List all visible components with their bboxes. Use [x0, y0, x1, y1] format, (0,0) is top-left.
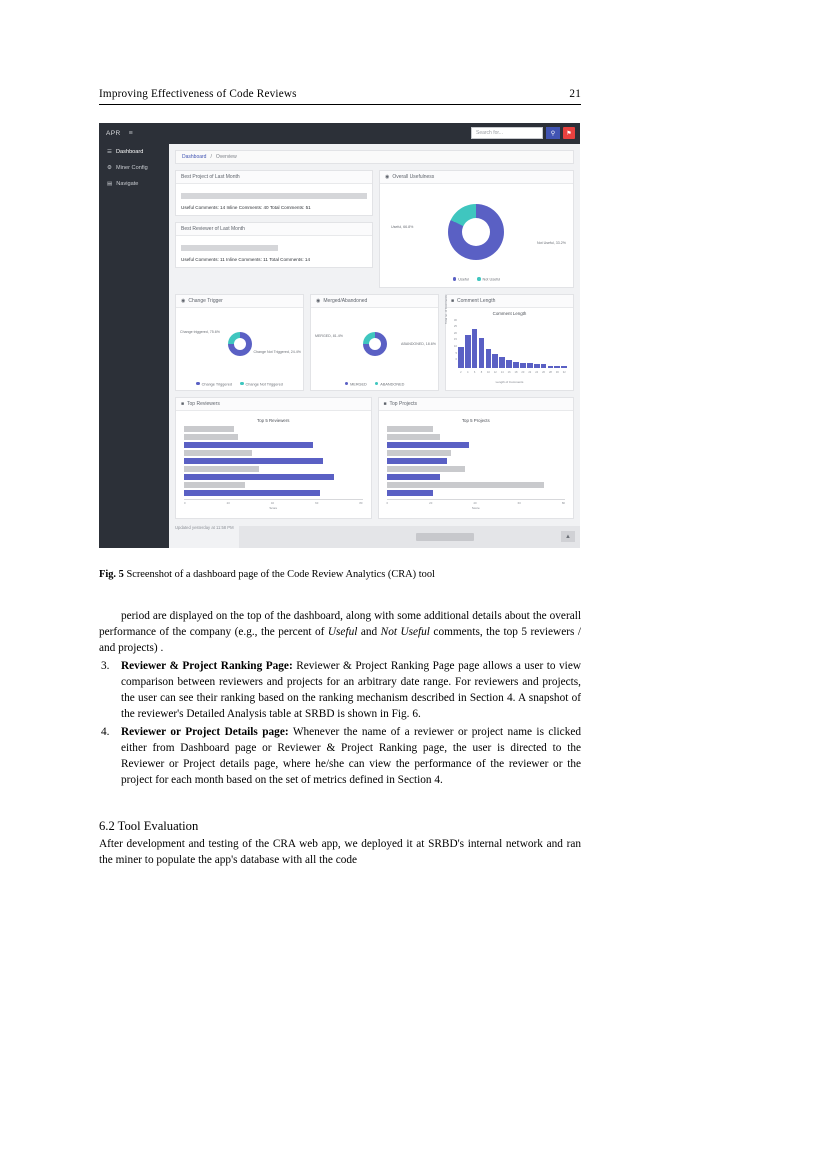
top5-row: [175, 397, 574, 519]
merged-abandoned-legend: [311, 382, 438, 387]
merged-abandoned-donut-chart: [311, 308, 438, 380]
breadcrumb-overview: Overview: [215, 154, 237, 160]
search-input[interactable]: Search for...: [471, 127, 543, 139]
x-axis-ticks: 2 4 6 8 10 12 14 16 18 20 22 24 26 28 30 32: [460, 370, 566, 374]
bottom-bar: [239, 526, 580, 548]
card-title: Top Projects: [389, 401, 418, 407]
sidebar-item-label: Navigate: [116, 181, 139, 187]
card-body: [176, 236, 372, 267]
slice-label-useful: Useful, 66.8%: [390, 225, 414, 229]
metric-useful: Useful Comments: 14: [181, 205, 226, 210]
y-axis-ticks: 30 25 20 15 10 5 0: [453, 317, 457, 362]
section-paragraph: After development and testing of the CRA web app, we deployed it at SRBD's internal network and ran the miner to populate the app's database with all the code: [99, 838, 581, 867]
slice-label-not-triggered: Change Not Triggered, 24.4%: [253, 349, 301, 354]
usefulness-donut-chart: [385, 189, 568, 275]
breadcrumb-dashboard[interactable]: Dashboard: [182, 154, 207, 160]
list-item: [99, 724, 581, 788]
metric-inline: Inline Comments: 40: [226, 205, 269, 210]
legend-abandoned: ABANDONED: [375, 382, 405, 387]
slice-label-abandoned: ABANDONED, 18.6%: [401, 341, 436, 346]
list-item-number: 4.: [101, 726, 110, 739]
sidebar-item-dashboard[interactable]: [99, 144, 169, 160]
metric-useful: Useful Comments: 11: [181, 257, 225, 262]
metric-total: Total Comments: 51: [269, 205, 311, 210]
top-cards-row: [175, 170, 574, 288]
paragraph-continuation: period are displayed on the top of the dashboard, along with some additional details about the overall performance of the company (e.g., the percent of Useful and Not Useful comments, the top 5 reviewers / and projects) .: [99, 610, 582, 655]
mini-cards-row: [175, 294, 574, 392]
top-reviewers-chart: [176, 411, 371, 518]
card-title: Best Reviewer of Last Month: [181, 226, 245, 232]
legend-triggered: Change Triggered: [196, 382, 232, 387]
x-axis-label: Length of Comments: [495, 379, 524, 384]
metric-inline: Inline Comments: 11: [226, 257, 268, 262]
list-item: [99, 658, 581, 722]
card-body: [176, 184, 372, 215]
card-title: Best Project of Last Month: [181, 174, 240, 180]
card-overall-usefulness: [379, 170, 574, 288]
bars: [184, 426, 363, 496]
search-icon[interactable]: ⚲: [546, 127, 560, 139]
card-header: [176, 295, 303, 308]
list-icon: ▤: [107, 181, 113, 187]
y-axis-label: Total no. of Comments: [444, 294, 448, 324]
legend-useful: Useful: [453, 277, 469, 282]
hamburger-icon[interactable]: ≡: [128, 130, 133, 137]
card-top-projects: [378, 397, 575, 519]
app-topbar: [99, 123, 580, 144]
card-title: Overall Usefulness: [392, 174, 435, 180]
topbar-actions: [471, 127, 575, 139]
figure-caption-text: Screenshot of a dashboard page of the Code Review Analytics (CRA) tool: [126, 569, 435, 580]
bars: [458, 324, 567, 368]
donut: [363, 332, 387, 356]
card-top-reviewers: [175, 397, 372, 519]
change-trigger-donut-chart: [176, 308, 303, 380]
slice-label-merged: MERGED, 81.4%: [315, 333, 343, 338]
best-reviewer-metrics: [181, 257, 367, 262]
breadcrumb-separator: /: [210, 154, 212, 160]
chart-title: Top 5 Projects: [461, 418, 490, 423]
chart-icon: ◉: [316, 297, 321, 304]
dashboard-icon: ☰: [107, 149, 113, 155]
page-number: 21: [569, 88, 581, 100]
chart-icon: ■: [181, 401, 185, 407]
x-axis-ticks: 0 20 40 60 80: [184, 500, 363, 505]
card-title: Top Reviewers: [187, 401, 220, 407]
chart-icon: ■: [383, 401, 387, 407]
chart-title: Top 5 Reviewers: [257, 418, 290, 423]
slice-label-triggered: Change triggered, 75.6%: [180, 329, 220, 334]
usefulness-legend: [385, 277, 568, 282]
donut: [228, 332, 252, 356]
card-change-trigger: [175, 294, 304, 392]
list-item-heading: Reviewer or Project Details page:: [121, 726, 289, 739]
card-header: [176, 398, 371, 411]
section-heading: 6.2 Tool Evaluation: [99, 819, 199, 834]
card-header: [311, 295, 438, 308]
list-item-text: Reviewer & Project Ranking Page page allows a user to view comparison between reviewers and projects for an arbitrary date range. For reviewers and projects, the user can see their ranking based on the ranking mechanism described in Section 4. A snapshot of the reviewer's Detailed Analysis table at SRBD is shown in Fig. 6.: [121, 660, 581, 721]
left-cards-column: [175, 170, 373, 288]
list-item-text: Whenever the name of a reviewer or project name is clicked either from Dashboard page or Reviewer & Project Ranking page, the user is directed to the Reviewer or Project details page, where he/she can view the performance of the reviewer or the project for each month based on the set of metrics defined in Section 4.: [121, 726, 582, 787]
card-header: [380, 171, 573, 184]
running-head: [99, 88, 581, 105]
top-projects-chart: [379, 411, 574, 518]
x-axis-line: [184, 499, 363, 500]
scroll-to-top-button[interactable]: ▲: [561, 531, 575, 542]
sidebar: [99, 144, 169, 548]
x-axis-label: Score: [269, 505, 278, 510]
card-title: Merged/Abandoned: [323, 297, 368, 304]
app-brand: APR: [106, 130, 121, 137]
dashboard-content: [169, 144, 580, 548]
bottom-placeholder: [416, 533, 474, 541]
card-header: [446, 295, 573, 308]
list-item-heading: Reviewer & Project Ranking Page:: [121, 660, 293, 673]
chart-icon: ◉: [384, 174, 390, 180]
legend-not-useful: Not Useful: [477, 277, 500, 282]
x-axis-label: Score: [471, 505, 480, 510]
card-merged-abandoned: [310, 294, 439, 392]
card-title: Change Trigger: [188, 297, 223, 304]
figure-caption: [99, 568, 581, 582]
card-body: [380, 184, 573, 287]
sidebar-item-label: Miner Config: [116, 165, 148, 171]
x-axis-line: [387, 499, 566, 500]
card-title: Comment Length: [457, 297, 496, 304]
card-best-project: [175, 170, 373, 216]
legend-merged: MERGED: [345, 382, 367, 387]
card-header: [176, 171, 372, 184]
chart-icon: ◉: [181, 297, 186, 304]
running-head-title: Improving Effectiveness of Code Reviews: [99, 88, 297, 100]
body-text: [99, 608, 581, 868]
list-item-number: 3.: [101, 660, 110, 673]
card-header: [379, 398, 574, 411]
breadcrumb: [175, 150, 574, 164]
chart-icon: ■: [451, 297, 455, 304]
card-best-reviewer: [175, 222, 373, 268]
change-trigger-legend: [176, 382, 303, 387]
donut: [448, 204, 504, 260]
status-note: Updated yesterday at 11:58 PM: [175, 524, 234, 530]
sidebar-item-navigate[interactable]: [99, 176, 169, 192]
pin-icon[interactable]: ⚑: [563, 127, 575, 139]
comment-length-chart-title: Comment Length: [492, 310, 527, 316]
legend-not-triggered: Change Not Triggered: [240, 382, 283, 387]
card-header: [176, 223, 372, 236]
best-project-metrics: [181, 205, 367, 210]
card-comment-length: [445, 294, 574, 392]
bars: [387, 426, 566, 496]
figure-label: Fig. 5: [99, 569, 124, 580]
cra-dashboard-screenshot: [99, 123, 580, 548]
x-axis-ticks: 0 20 40 60 80: [386, 500, 565, 505]
project-name-placeholder: [181, 193, 367, 199]
metric-total: Total Comments: 14: [269, 257, 311, 262]
page-content: [99, 88, 581, 868]
sidebar-item-label: Dashboard: [116, 149, 144, 155]
gear-icon: ⚙: [107, 165, 113, 171]
sidebar-item-miner-config[interactable]: [99, 160, 169, 176]
reviewer-name-placeholder: [181, 245, 278, 251]
numbered-list: [99, 658, 581, 788]
slice-label-not-useful: Not Useful, 33.2%: [537, 241, 566, 245]
figure-5: [99, 123, 581, 582]
